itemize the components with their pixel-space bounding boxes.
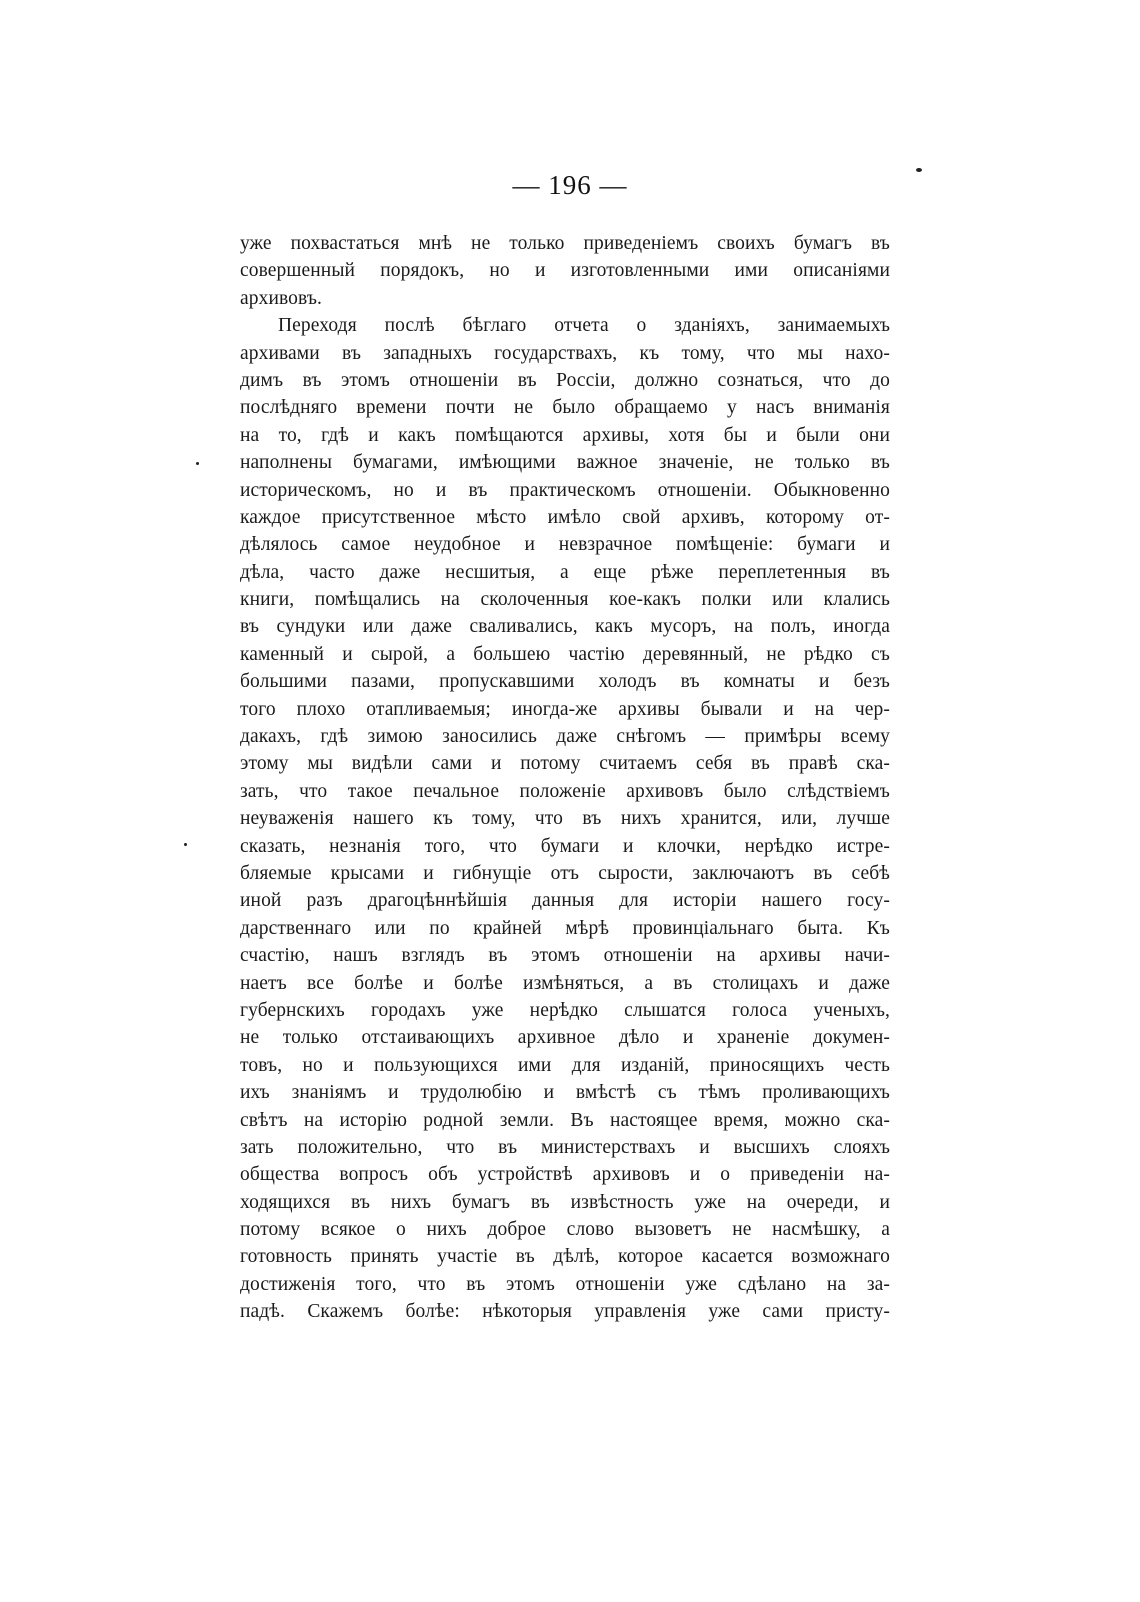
text-line: Переходя послѣ бѣглаго отчета о зданіяхъ, занимаемыхъ: [278, 315, 890, 337]
text-line: зать положительно, что въ министерствахъ и высшихъ слояхъ: [240, 1136, 890, 1158]
text-line: сказать, незнанія того, что бумаги и клочки, нерѣдко истре-: [240, 835, 890, 857]
text-line: того плохо отапливаемыя; иногда-же архивы бывали и на чер-: [240, 698, 890, 720]
text-line: неуваженія нашего къ тому, что въ нихъ хранится, или, лучше: [240, 808, 890, 830]
text-line: наполнены бумагами, имѣющими важное значеніе, не только въ: [240, 452, 890, 474]
text-line: каждое присутственное мѣсто имѣло свой архивъ, которому от-: [240, 506, 890, 528]
text-line: не только отстаивающихъ архивное дѣло и храненіе докумен-: [240, 1027, 890, 1049]
text-line: наетъ все болѣе и болѣе измѣняться, а въ столицахъ и даже: [240, 972, 890, 994]
text-line: этому мы видѣли сами и потому считаемъ себя въ правѣ ска-: [240, 753, 890, 775]
text-line: общества вопросъ объ устройствѣ архивовъ и о приведеніи на-: [240, 1164, 890, 1186]
scan-speck: [196, 462, 199, 465]
text-line: иной разъ драгоцѣннѣйшія данныя для исторіи нашего госу-: [240, 890, 890, 912]
text-line: падѣ. Скажемъ болѣе: нѣкоторыя управленія уже сами присту-: [240, 1301, 890, 1323]
text-line: историческомъ, но и въ практическомъ отношеніи. Обыкновенно: [240, 479, 890, 501]
text-line: на то, гдѣ и какъ помѣщаются архивы, хотя бы и были они: [240, 424, 890, 446]
text-line: уже похвастаться мнѣ не только приведеніемъ своихъ бумагъ въ: [240, 233, 890, 254]
text-line: бляемые крысами и гибнущіе отъ сырости, заключаютъ въ себѣ: [240, 862, 890, 884]
text-line: димъ въ этомъ отношеніи въ Россіи, должно сознаться, что до: [240, 369, 890, 391]
text-line: послѣдняго времени почти не было обращаемо у насъ вниманія: [240, 397, 890, 419]
body-text: [240, 230, 890, 1326]
text-line: архивовъ.: [240, 287, 322, 309]
page-number: — 196 —: [512, 170, 628, 200]
text-line: дарственнаго или по крайней мѣрѣ провинціальнаго быта. Къ: [240, 917, 890, 939]
text-line: ихъ знаніямъ и трудолюбію и вмѣстѣ съ тѣмъ проливающихъ: [240, 1082, 890, 1104]
text-line: ходящихся въ нихъ бумагъ въ извѣстность уже на очереди, и: [240, 1191, 890, 1213]
text-line: свѣтъ на исторію родной земли. Въ настоящее время, можно ска-: [240, 1109, 890, 1131]
text-line: счастію, нашъ взглядъ въ этомъ отношеніи на архивы начи-: [240, 945, 890, 967]
text-line: книги, помѣщались на сколоченныя кое-какъ полки или клались: [240, 589, 890, 611]
text-line: дакахъ, гдѣ зимою заносились даже снѣгомъ — примѣры всему: [240, 726, 890, 748]
text-line: товъ, но и пользующихся ими для изданій, приносящихъ честь: [240, 1054, 890, 1076]
text-line: каменный и сырой, а большею частію деревянный, не рѣдко съ: [240, 643, 890, 665]
scan-speck: [184, 843, 187, 846]
text-line: губернскихъ городахъ уже нерѣдко слышатся голоса ученыхъ,: [240, 999, 890, 1021]
text-line: достиженія того, что въ этомъ отношеніи уже сдѣлано на за-: [240, 1273, 890, 1295]
text-line: большими пазами, пропускавшими холодъ въ комнаты и безъ: [240, 671, 890, 693]
text-line: дѣлялось самое неудобное и невзрачное помѣщеніе: бумаги и: [240, 534, 890, 556]
text-line: въ сундуки или даже сваливались, какъ мусоръ, на полъ, иногда: [240, 616, 890, 638]
text-line: совершенный порядокъ, но и изготовленными ими описаніями: [240, 260, 890, 282]
text-line: готовность принять участіе въ дѣлѣ, которое касается возможнаго: [240, 1246, 890, 1268]
scan-speck: [916, 168, 922, 172]
text-line: дѣла, часто даже несшитыя, а еще рѣже переплетенныя въ: [240, 561, 890, 583]
text-line: архивами въ западныхъ государствахъ, къ тому, что мы нахо-: [240, 342, 890, 364]
text-line: зать, что такое печальное положеніе архивовъ было слѣдствіемъ: [240, 780, 890, 802]
text-line: потому всякое о нихъ доброе слово вызоветъ не насмѣшку, а: [240, 1219, 890, 1241]
